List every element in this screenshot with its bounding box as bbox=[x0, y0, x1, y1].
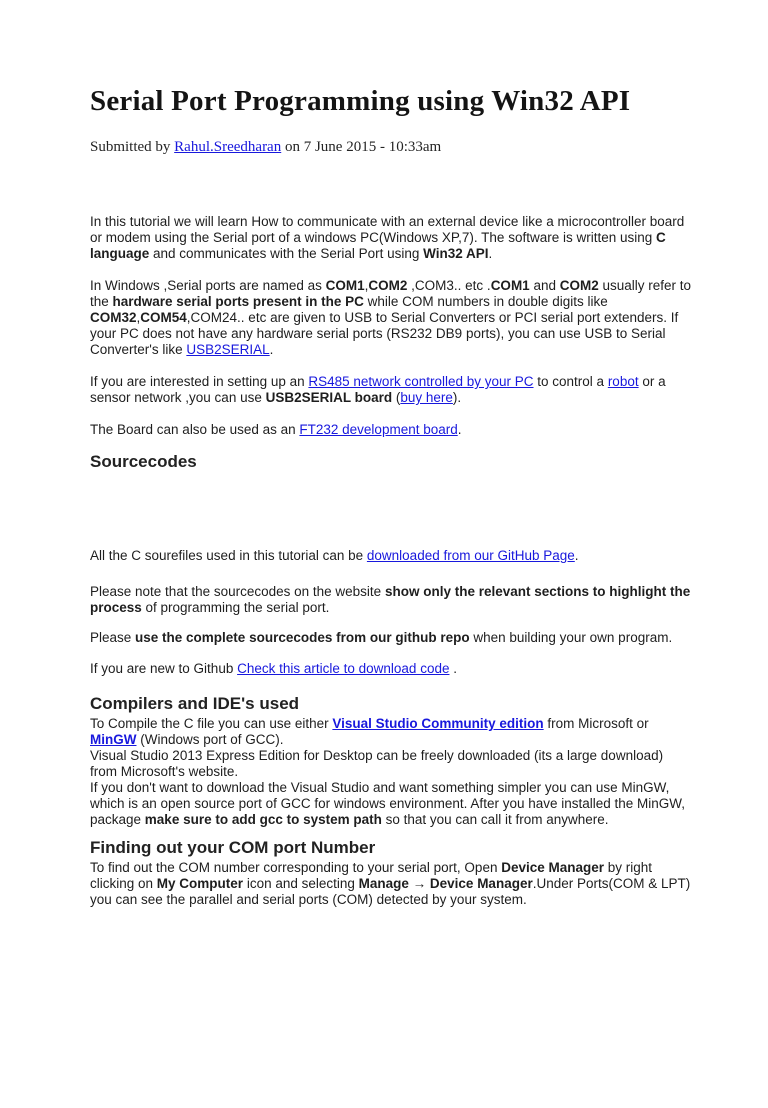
bold-text: USB2SERIAL board bbox=[265, 390, 393, 405]
text-link[interactable]: Check this article to download code bbox=[237, 661, 450, 676]
text-run: ( bbox=[392, 390, 401, 405]
bold-text: show only the relevant sections to highlight the process bbox=[90, 584, 691, 615]
text-run: . bbox=[488, 246, 493, 261]
text-run: Please note that the sourcecodes on the website bbox=[90, 584, 385, 599]
text-run: All the C sourefiles used in this tutorial can be bbox=[90, 548, 367, 563]
byline bbox=[90, 138, 692, 156]
text-run: , bbox=[364, 278, 369, 293]
text-run: so that you can call it from anywhere. bbox=[381, 812, 609, 827]
text-link[interactable]: downloaded from our GitHub Page bbox=[366, 548, 575, 563]
text-run: Visual Studio 2013 Express Edition for Desktop can be freely downloaded (its a large download) from Microsoft's website. bbox=[90, 748, 664, 779]
text-link[interactable]: USB2SERIAL bbox=[186, 342, 270, 357]
bold-text: Win32 API bbox=[423, 246, 489, 261]
bold-text: My Computer bbox=[156, 876, 244, 891]
text-run: . bbox=[269, 342, 274, 357]
text-run: , bbox=[136, 310, 141, 325]
paragraph-new-to-github bbox=[90, 661, 692, 677]
text-run: usually refer to the bbox=[90, 278, 692, 309]
text-run: If you are interested in setting up an bbox=[90, 374, 309, 389]
bold-text: Manage → Device Manager bbox=[358, 876, 533, 891]
text-run: and communicates with the Serial Port using bbox=[149, 246, 424, 261]
bold-text: COM32 bbox=[90, 310, 137, 325]
bold-text: COM54 bbox=[140, 310, 187, 325]
bold-text: hardware serial ports present in the PC bbox=[112, 294, 364, 309]
document-page bbox=[90, 84, 692, 908]
text-run: (Windows port of GCC). bbox=[136, 732, 284, 747]
text-run: while COM numbers in double digits like bbox=[363, 294, 608, 309]
text-run: and bbox=[529, 278, 560, 293]
bold-text: make sure to add gcc to system path bbox=[144, 812, 382, 827]
paragraph-intro bbox=[90, 214, 692, 262]
paragraph-com-ports bbox=[90, 278, 692, 358]
text-run: In Windows ,Serial ports are named as bbox=[90, 278, 326, 293]
text-run: If you are new to Github bbox=[90, 661, 238, 676]
heading-sourcecodes: Sourcecodes bbox=[90, 452, 197, 471]
text-link[interactable]: RS485 network controlled by your PC bbox=[308, 374, 534, 389]
bold-text: COM2 bbox=[368, 278, 408, 293]
text-run: of programming the serial port. bbox=[141, 600, 330, 615]
bold-text: C language bbox=[90, 230, 666, 261]
text-run: Please bbox=[90, 630, 136, 645]
page-title: Serial Port Programming using Win32 API bbox=[90, 85, 631, 117]
bold-text: COM2 bbox=[559, 278, 599, 293]
text-run: . bbox=[449, 661, 457, 676]
text-run: If you don't want to download the Visual Studio and want something simpler you can use MinGW, which is an open source port of GCC for windows environment. After you have installed the MinGW, package bbox=[90, 780, 686, 827]
paragraph-note-relevant bbox=[90, 584, 692, 616]
paragraph-github bbox=[90, 548, 692, 564]
paragraph-compilers bbox=[90, 716, 692, 828]
text-run: to control a bbox=[533, 374, 608, 389]
text-run: To Compile the C file you can use either bbox=[90, 716, 333, 731]
text-run: Submitted by bbox=[90, 139, 175, 155]
text-link[interactable]: robot bbox=[607, 374, 639, 389]
text-link[interactable]: buy here bbox=[400, 390, 453, 405]
text-run: ,COM3.. etc . bbox=[407, 278, 491, 293]
paragraph-com-port bbox=[90, 860, 692, 908]
text-run: . bbox=[457, 422, 462, 437]
text-run: icon and selecting bbox=[243, 876, 359, 891]
text-run: . bbox=[574, 548, 579, 563]
text-run: when building your own program. bbox=[469, 630, 673, 645]
text-link[interactable]: MinGW bbox=[90, 732, 137, 747]
text-run: or a sensor network ,you can use bbox=[90, 374, 666, 405]
paragraph-ft232 bbox=[90, 422, 692, 438]
bold-text: Device Manager bbox=[501, 860, 605, 875]
text-run: ). bbox=[452, 390, 462, 405]
text-run: by right clicking on bbox=[90, 860, 653, 891]
paragraph-rs485 bbox=[90, 374, 692, 406]
paragraph-use-complete bbox=[90, 630, 692, 646]
text-run: .Under Ports(COM & LPT) you can see the parallel and serial ports (COM) detected by your system. bbox=[90, 876, 691, 907]
bold-text: COM1 bbox=[325, 278, 365, 293]
text-run: from Microsoft or bbox=[543, 716, 649, 731]
text-run: In this tutorial we will learn How to communicate with an external device like a microcontroller board or modem using the Serial port of a windows PC(Windows XP,7). The software is written using bbox=[90, 214, 685, 245]
text-link[interactable]: Rahul.Sreedharan bbox=[174, 139, 282, 155]
text-run: The Board can also be used as an bbox=[90, 422, 300, 437]
text-run: on 7 June 2015 - 10:33am bbox=[281, 139, 442, 155]
bold-text: COM1 bbox=[490, 278, 530, 293]
text-run: To find out the COM number corresponding to your serial port, Open bbox=[90, 860, 502, 875]
bold-text: use the complete sourcecodes from our github repo bbox=[135, 630, 470, 645]
heading-com-port: Finding out your COM port Number bbox=[90, 838, 376, 857]
text-link[interactable]: FT232 development board bbox=[299, 422, 458, 437]
heading-compilers: Compilers and IDE's used bbox=[90, 694, 300, 713]
text-link[interactable]: Visual Studio Community edition bbox=[332, 716, 544, 731]
text-run: ,COM24.. etc are given to USB to Serial Converters or PCI serial port extenders. If your PC does not have any hardware serial ports (RS232 DB9 ports), you can use USB to Serial Converter's like bbox=[90, 310, 679, 357]
